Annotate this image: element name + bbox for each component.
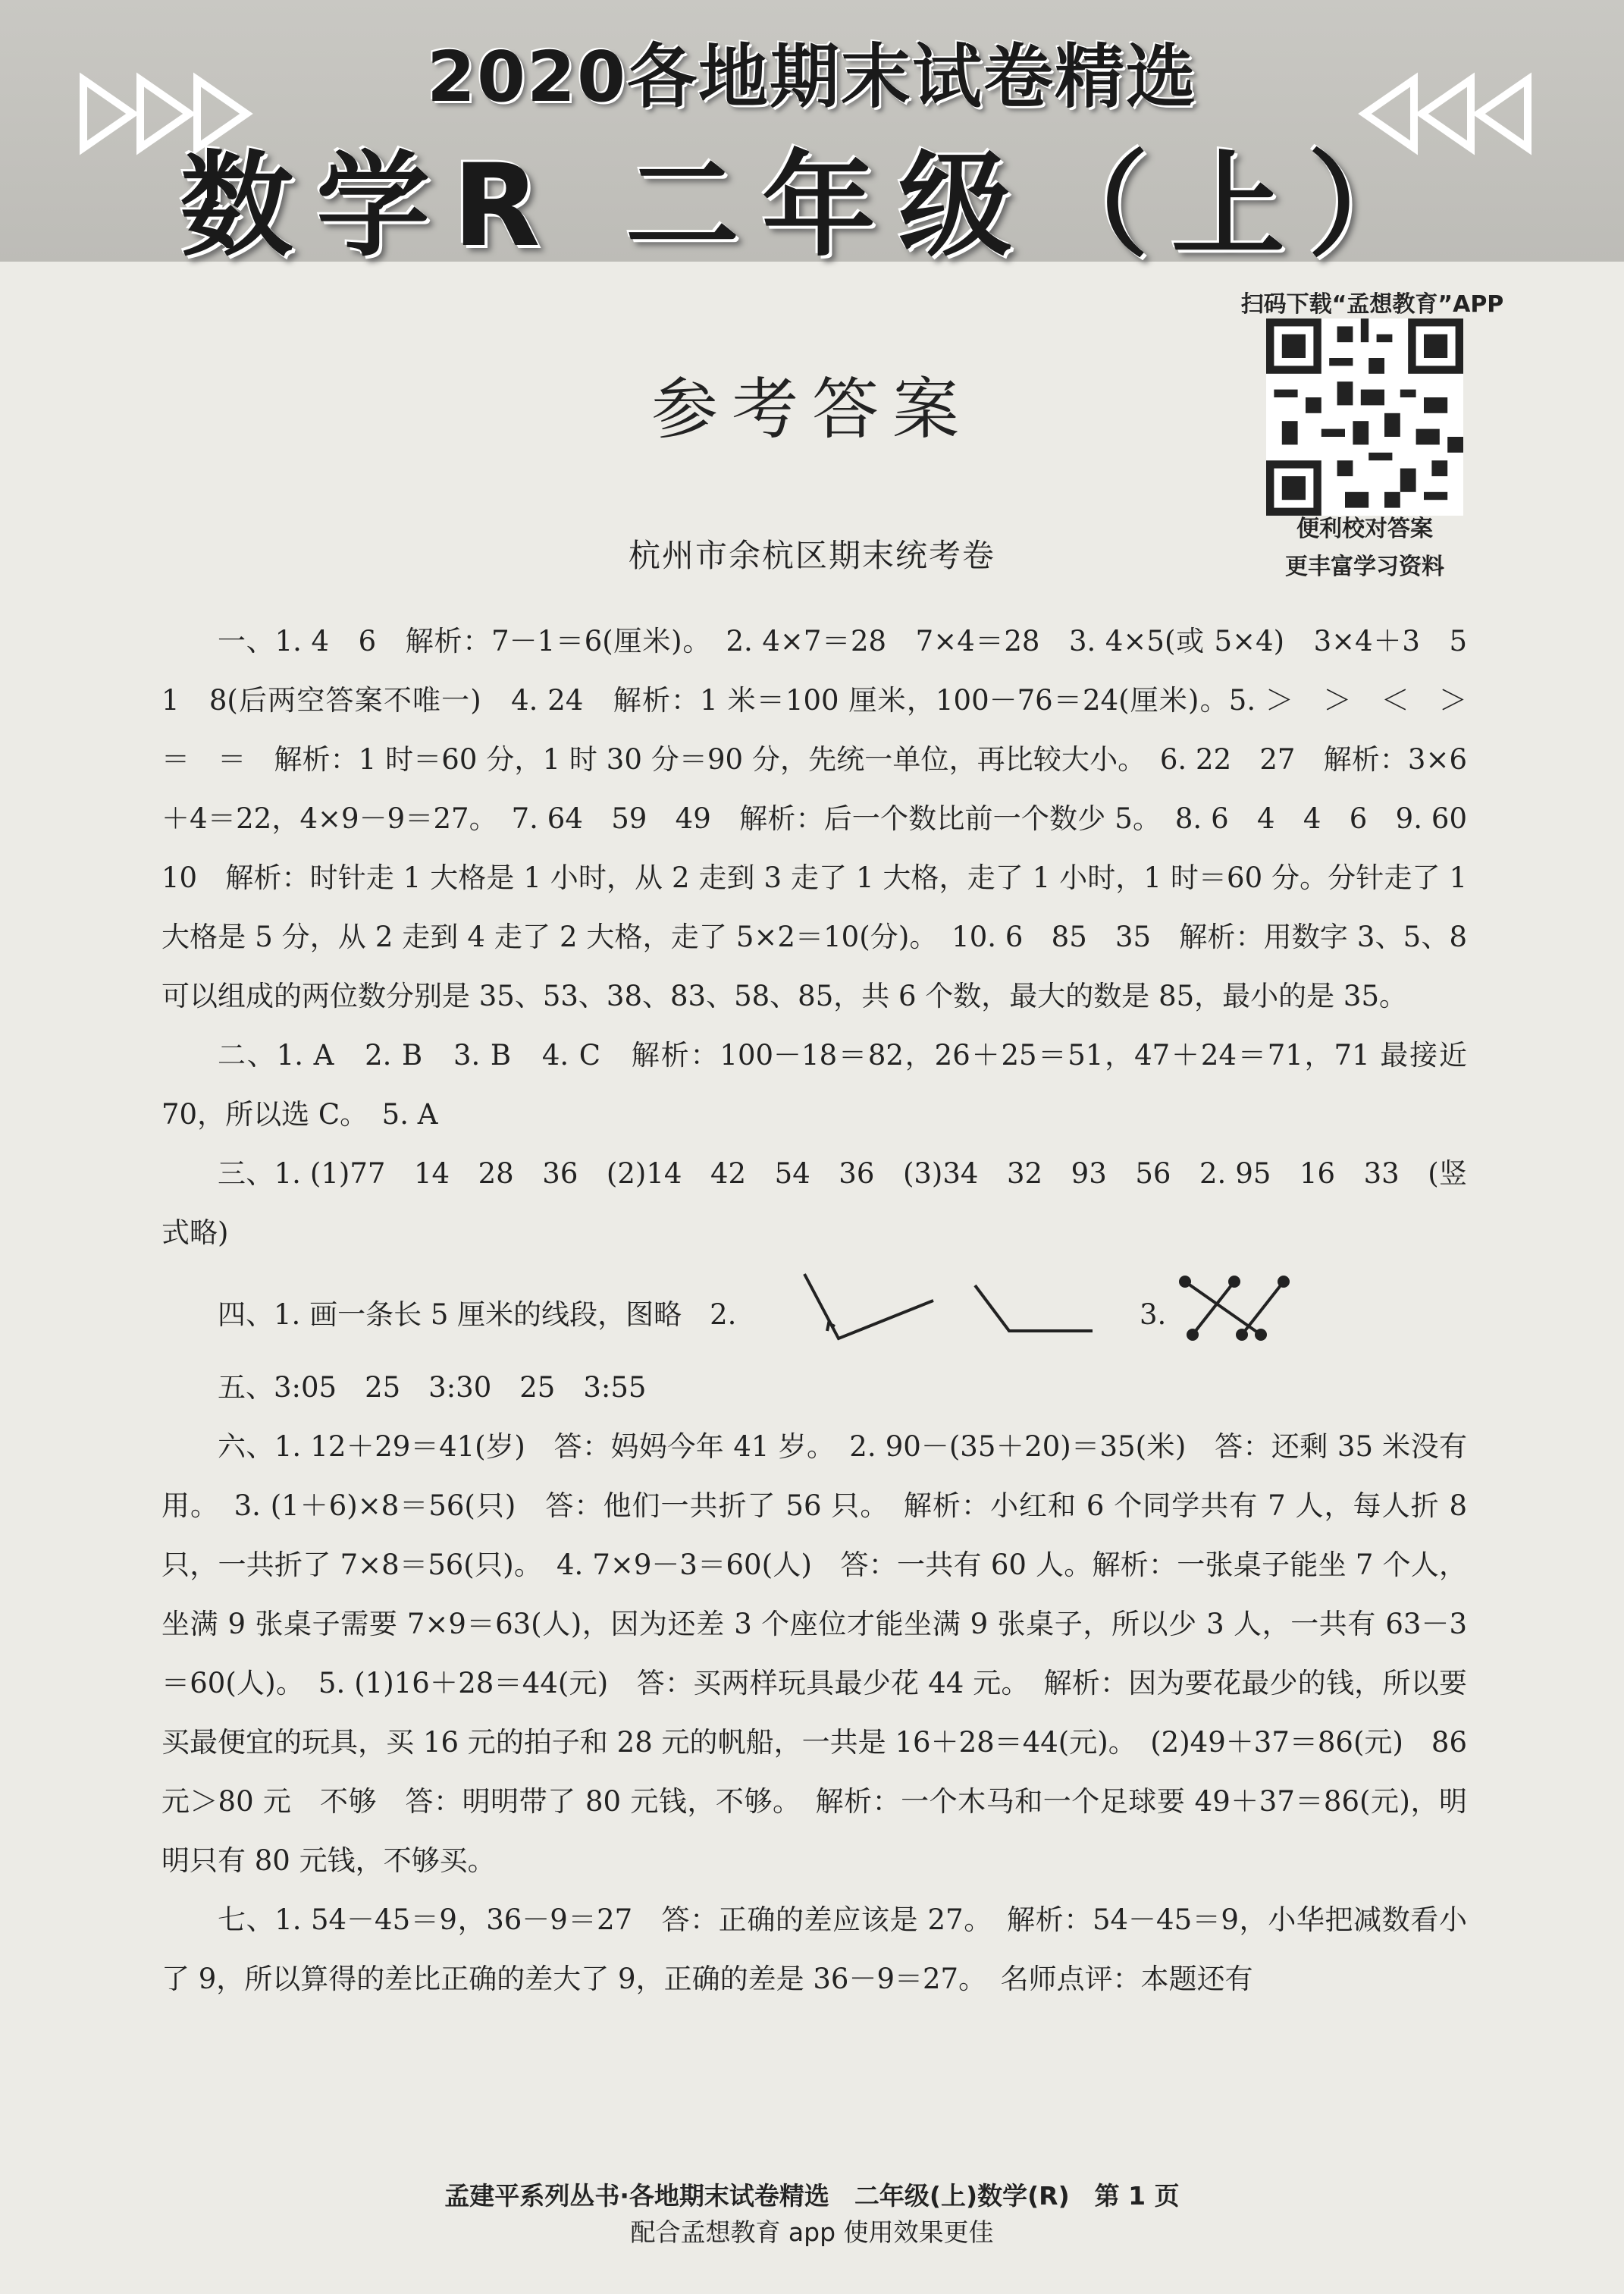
- qr-caption-line2: 更丰富学习资料: [1285, 554, 1444, 580]
- qr-caption-top: 扫码下载“孟想教育”APP: [1240, 291, 1504, 318]
- section-1-answers: 一、1. 4 6 解析：7－1＝6(厘米)。 2. 4×7＝28 7×4＝28 3. 4×5(或 5×4) 3×4＋3 5 1 8(后两空答案不唯一) 4. 24 解析：1 米＝100 厘米，100－76＝24(厘米)。5. ＞ ＞ ＜ ＞ ＝ ＝ 解析：1 时＝60 分，1 时 30 分＝90 分，先统一单位，再比较大小。 6. 22 27 解析：3×6＋4＝22，4×9－9＝27。 7. 64 59 49 解析：后一个数比前一个数少 5。 8. 6 4 4 6 9. 60 10 解析：时针走 1 大格是 1 小时，从 2 走到 3 走了 1 大格，走了 1 小时，1 时＝60 分。分针走了 1 大格是 5 分，从 2 走到 4 走了 2 大格，走了 5×2＝10(分)。 10. 6 85 35 解析：用数字 3、5、8 可以组成的两位数分别是 35、53、38、83、58、85，共 6 个数，最大的数是 85，最小的是 35。: [161, 625, 1495, 1012]
- footer-app-line: 配合孟想教育 app 使用效果更佳: [630, 2217, 994, 2247]
- section-4-label3: 3.: [1140, 1298, 1167, 1331]
- section-5-answers: 五、3:05 25 3:30 25 3:55: [218, 1371, 647, 1404]
- section-3-answers: 三、1. (1)77 14 28 36 (2)14 42 54 36 (3)34 32 93 56 2. 95 16 33 (竖式略): [161, 1157, 1467, 1249]
- line-connection-figure: [1170, 1263, 1321, 1358]
- exam-title: 杭州市余杭区期末统考卷: [628, 537, 995, 574]
- section-6-answers: 六、1. 12＋29＝41(岁) 答：妈妈今年 41 岁。 2. 90－(35＋20)＝35(米) 答：还剩 35 米没有用。 3. (1＋6)×8＝56(只) 答：他们一共折了 56 只。 解析：小红和 6 个同学共有 7 人，每人折 8 只，一共折了 7×8＝56(只)。 4. 7×9－3＝60(人) 答：一共有 60 人。解析：一张桌子能坐 7 个人，坐满 9 张桌子需要 7×9＝63(人)，因为还差 3 个座位才能坐满 9 张桌子，所以少 3 人，一共有 63－3＝60(人)。 5. (1)16＋28＝44(元) 答：买两样玩具最少花 44 元。 解析：因为要花最少的钱，所以要买最便宜的玩具，买 16 元的拍子和 28 元的帆船，一共是 16＋28＝44(元)。 (2)49＋37＝86(元) 86 元＞80 元 不够 答：明明带了 80 元钱，不够。 解析：一个木马和一个足球要 49＋37＝86(元)，明明只有 80 元钱，不够买。: [161, 1430, 1467, 1877]
- page-title: 参考答案: [651, 370, 973, 448]
- answer-body: [161, 612, 1495, 2009]
- angle-figures: [782, 1263, 1108, 1358]
- header-banner: [0, 0, 1624, 272]
- section-2-answers: 二、1. A 2. B 3. B 4. C 解析：100－18＝82，26＋25＝51，47＋24＝71，71 最接近 70，所以选 C。 5. A: [161, 1039, 1467, 1131]
- book-title: 数学R 二年级（上）: [180, 140, 1444, 272]
- section-4-text: 四、1. 画一条长 5 厘米的线段，图略 2.: [218, 1298, 737, 1331]
- footer-series-line: 孟建平系列丛书·各地期末试卷精选 二年级(上)数学(R) 第 1 页: [444, 2181, 1180, 2211]
- section-7-answers: 七、1. 54－45＝9，36－9＝27 答：正确的差应该是 27。 解析：54－45＝9，小华把减数看小了 9，所以算得的差比正确的差大了 9，正确的差是 36－9＝27。 名师点评：本题还有: [161, 1903, 1467, 1995]
- series-title: 2020各地期末试卷精选: [426, 36, 1198, 118]
- section-4-answers: [161, 1263, 1467, 1358]
- qr-caption-line1: 便利校对答案: [1296, 516, 1433, 542]
